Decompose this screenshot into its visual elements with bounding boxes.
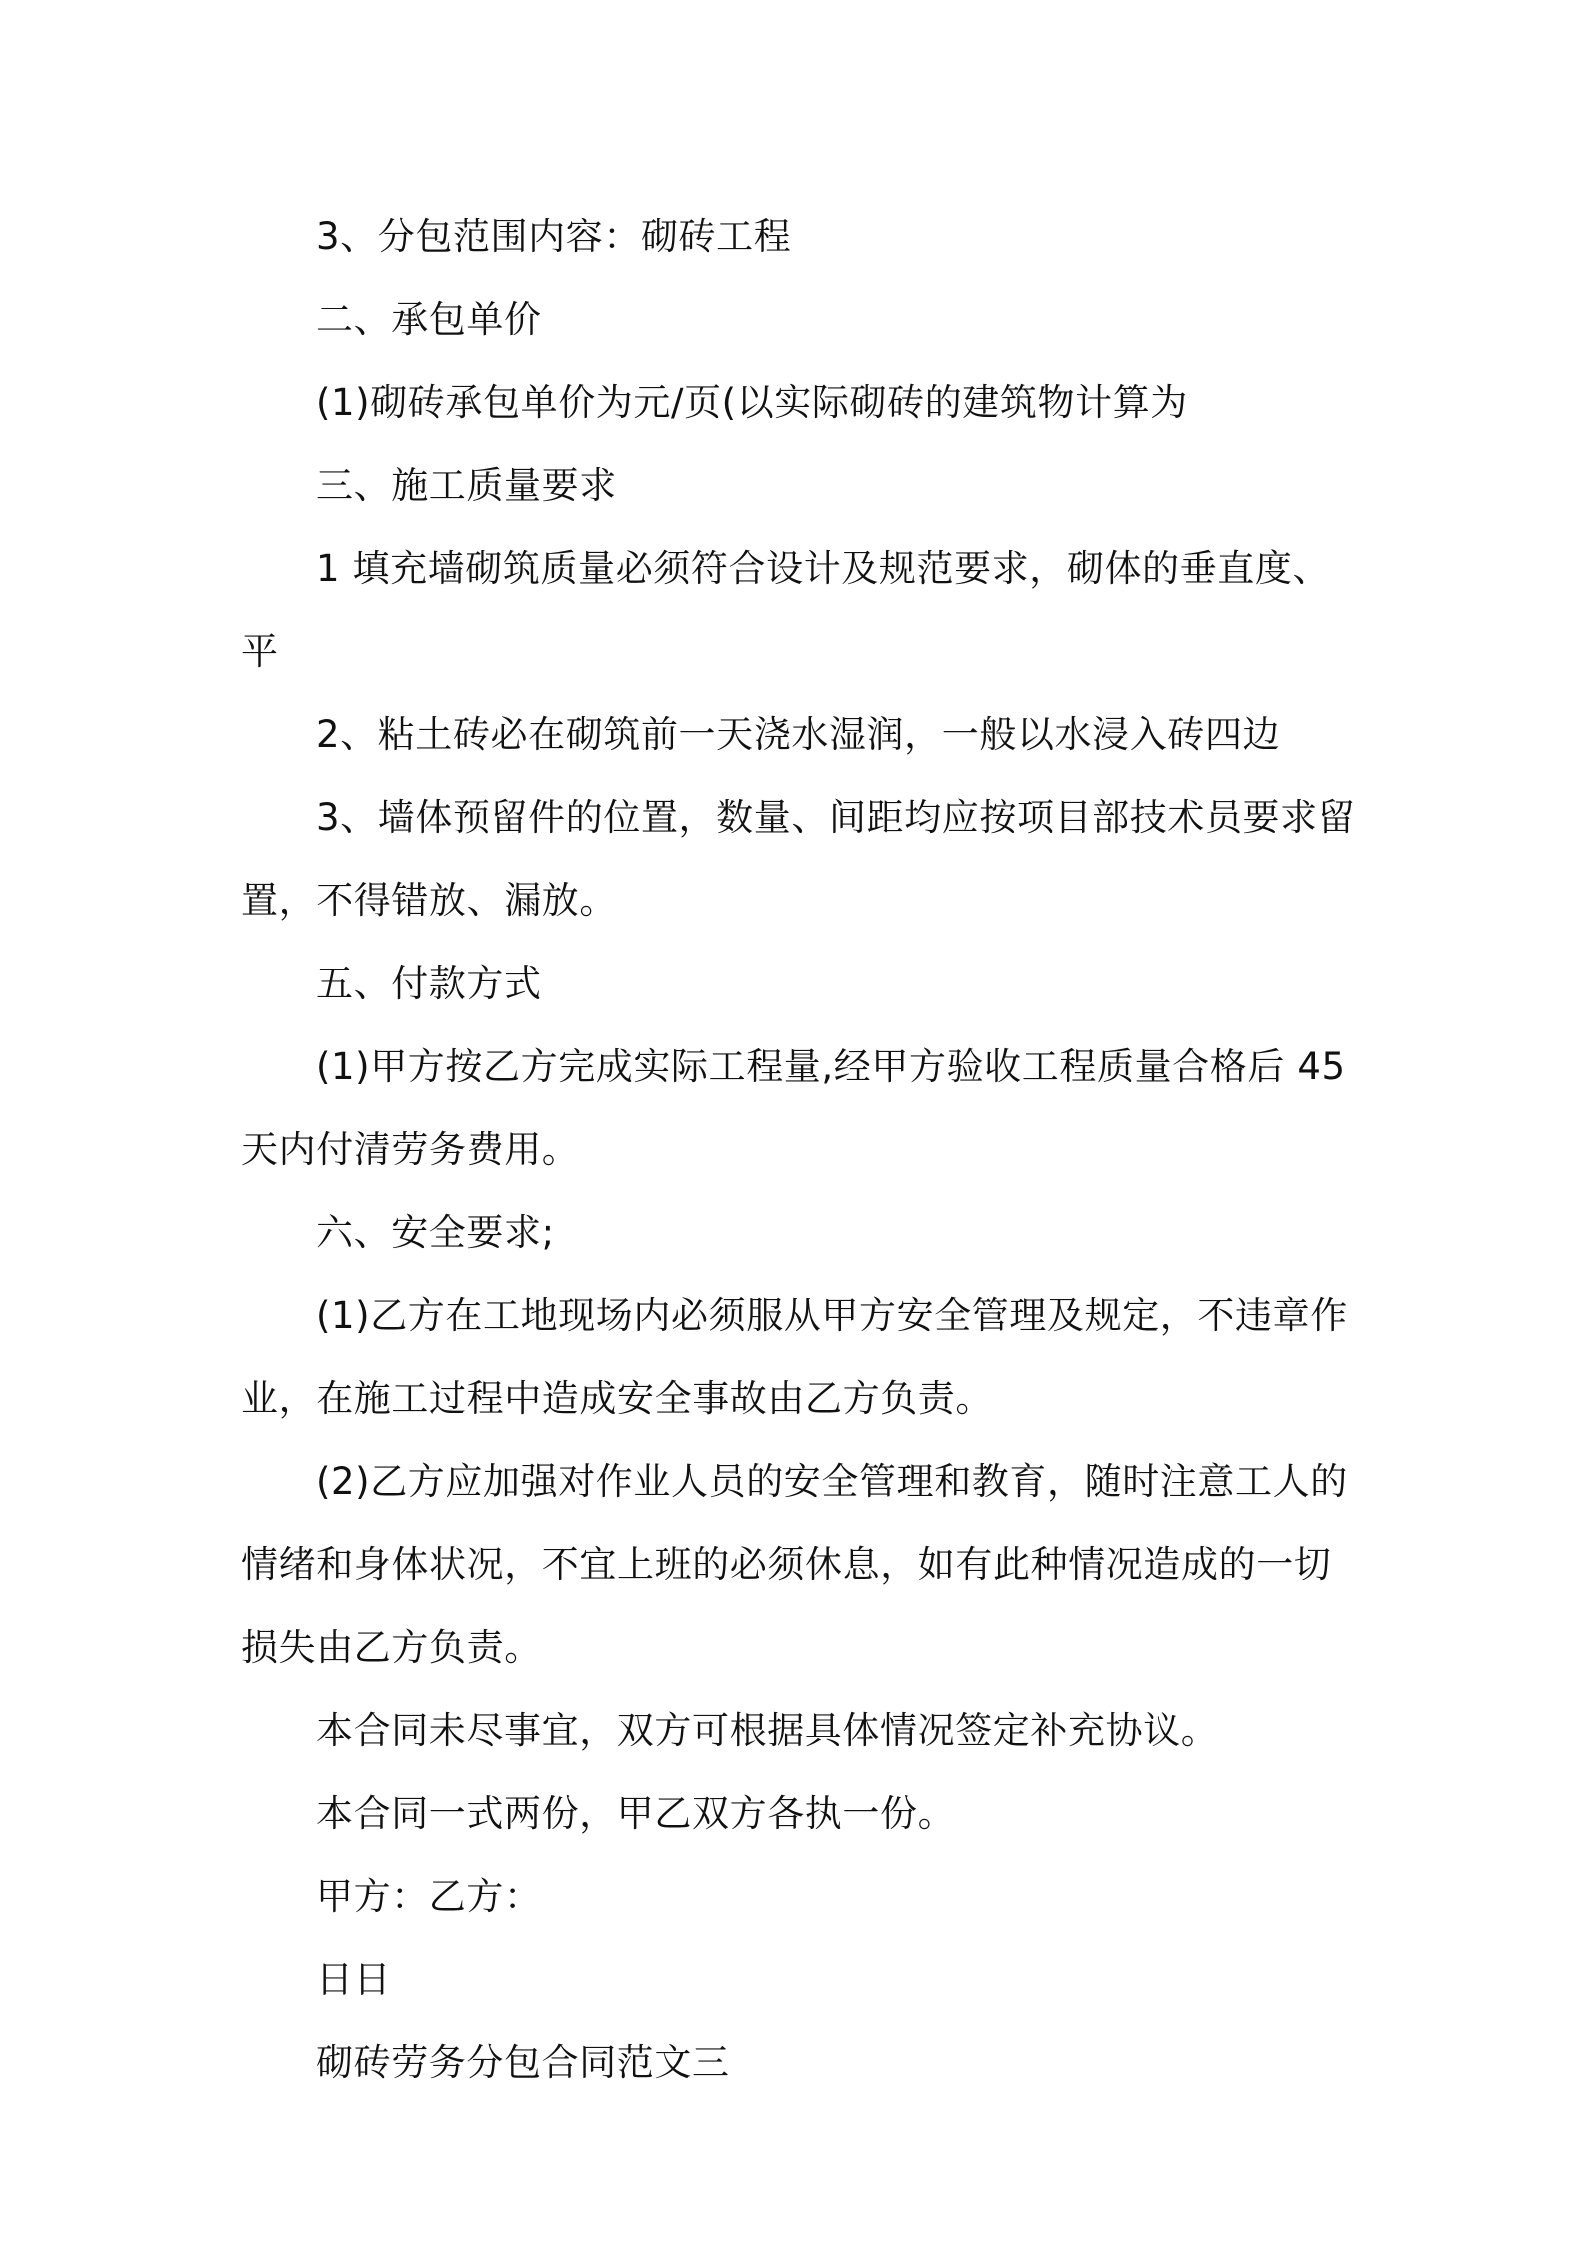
section-heading-unit-price: 二、承包单价: [316, 298, 542, 341]
clause-unit-price: (1)砌砖承包单价为元/页(以实际砌砖的建筑物计算为: [316, 381, 1188, 424]
section-heading-payment: 五、付款方式: [316, 962, 542, 1005]
section-heading-safety: 六、安全要求;: [316, 1211, 555, 1254]
clause-safety-1: (1)乙方在工地现场内必须服从甲方安全管理及规定，不违章作业，在施工过程中造成安全事故由乙方负责。: [241, 1294, 1348, 1420]
clause-quality-3: 3、墙体预留件的位置，数量、间距均应按项目部技术员要求留置，不得错放、漏放。: [241, 796, 1356, 922]
clause-copies: 本合同一式两份，甲乙双方各执一份。: [316, 1792, 956, 1835]
clause-supplement: 本合同未尽事宜，双方可根据具体情况签定补充协议。: [316, 1709, 1219, 1752]
clause-quality-2: 2、粘土砖必在砌筑前一天浇水湿润，一般以水浸入砖四边: [316, 713, 1281, 756]
clause-quality-1: 1 填充墙砌筑质量必须符合设计及规范要求，砌体的垂直度、平: [241, 547, 1331, 673]
clause-scope: 3、分包范围内容：砌砖工程: [316, 215, 792, 258]
clause-payment-1: (1)甲方按乙方完成实际工程量,经甲方验收工程质量合格后 45 天内付清劳务费用。: [241, 1045, 1346, 1171]
signature-parties: 甲方：乙方：: [316, 1875, 542, 1918]
signature-date: 日日: [316, 1958, 392, 2001]
document-body: [241, 195, 1365, 2104]
next-section-title: 砌砖劳务分包合同范文三: [316, 2041, 730, 2084]
section-heading-quality: 三、施工质量要求: [316, 464, 617, 507]
clause-safety-2: (2)乙方应加强对作业人员的安全管理和教育，随时注意工人的情绪和身体状况，不宜上班的必须休息，如有此种情况造成的一切损失由乙方负责。: [241, 1460, 1348, 1669]
